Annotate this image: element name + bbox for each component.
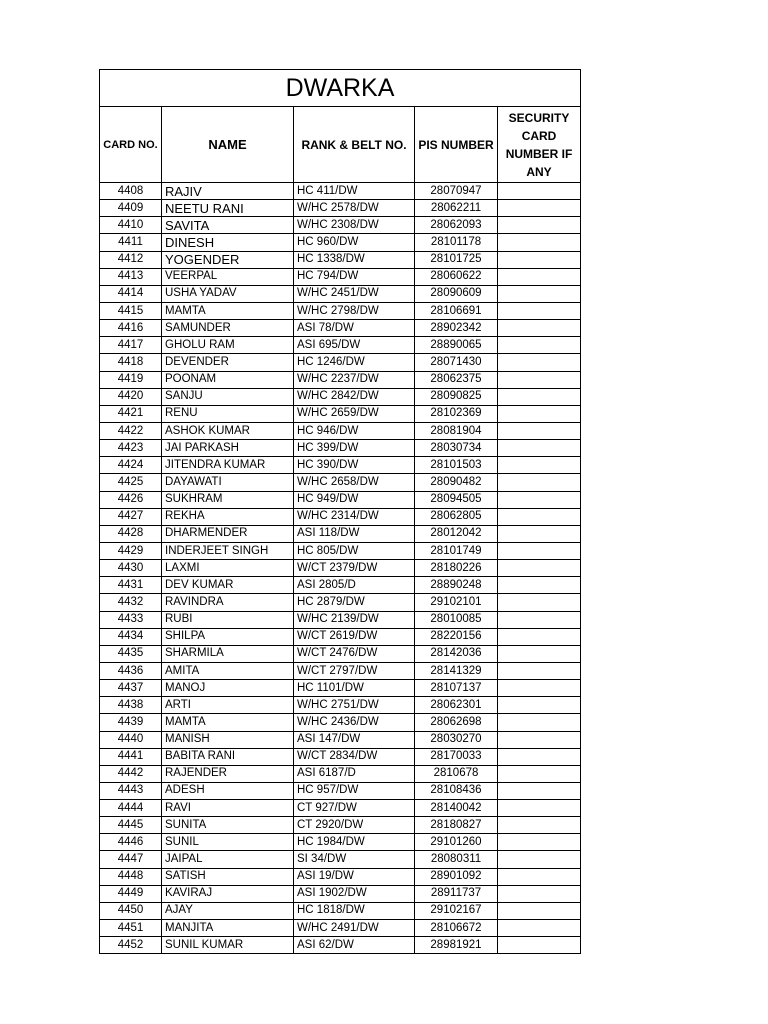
table-row <box>100 577 581 594</box>
security-card-cell <box>498 337 581 354</box>
pis-number-cell: 28901092 <box>415 868 498 885</box>
table-row <box>100 662 581 679</box>
table-row <box>100 542 581 559</box>
pis-number-cell: 28030270 <box>415 731 498 748</box>
pis-number-cell: 28140042 <box>415 800 498 817</box>
rank-belt-cell: HC 949/DW <box>294 491 415 508</box>
name-cell: SUNIL <box>162 834 294 851</box>
card-no-cell: 4443 <box>100 782 162 799</box>
card-no-cell: 4450 <box>100 902 162 919</box>
name-cell: RAJENDER <box>162 765 294 782</box>
card-no-cell: 4415 <box>100 302 162 319</box>
table-row <box>100 560 581 577</box>
pis-number-cell: 28911737 <box>415 885 498 902</box>
pis-number-cell: 28170033 <box>415 748 498 765</box>
dwarka-roster-sheet <box>99 69 580 954</box>
security-card-cell <box>498 697 581 714</box>
table-row <box>100 234 581 251</box>
card-no-cell: 4444 <box>100 800 162 817</box>
security-card-cell <box>498 474 581 491</box>
pis-number-cell: 28101178 <box>415 234 498 251</box>
pis-number-cell: 28890248 <box>415 577 498 594</box>
table-row <box>100 800 581 817</box>
pis-number-cell: 2810678 <box>415 765 498 782</box>
pis-number-cell: 28180827 <box>415 817 498 834</box>
rank-belt-cell: HC 390/DW <box>294 457 415 474</box>
rank-belt-cell: CT 927/DW <box>294 800 415 817</box>
name-cell: REKHA <box>162 508 294 525</box>
security-card-cell <box>498 508 581 525</box>
rank-belt-cell: W/HC 2798/DW <box>294 302 415 319</box>
pis-number-cell: 28101725 <box>415 251 498 268</box>
card-no-cell: 4446 <box>100 834 162 851</box>
security-card-cell <box>498 851 581 868</box>
security-card-cell <box>498 714 581 731</box>
card-no-cell: 4424 <box>100 457 162 474</box>
table-row <box>100 765 581 782</box>
pis-number-cell: 28141329 <box>415 662 498 679</box>
name-cell: SUNIL KUMAR <box>162 937 294 954</box>
security-card-cell <box>498 645 581 662</box>
pis-number-cell: 28890065 <box>415 337 498 354</box>
pis-number-cell: 28071430 <box>415 354 498 371</box>
name-cell: SHILPA <box>162 628 294 645</box>
name-cell: MAMTA <box>162 302 294 319</box>
pis-number-cell: 28010085 <box>415 611 498 628</box>
table-row <box>100 354 581 371</box>
card-no-cell: 4432 <box>100 594 162 611</box>
sheet-title: DWARKA <box>100 70 581 107</box>
pis-number-cell: 28090609 <box>415 285 498 302</box>
rank-belt-cell: HC 411/DW <box>294 183 415 200</box>
security-card-cell <box>498 320 581 337</box>
rank-belt-cell: W/CT 2797/DW <box>294 662 415 679</box>
table-row <box>100 525 581 542</box>
card-no-cell: 4435 <box>100 645 162 662</box>
security-card-cell <box>498 765 581 782</box>
table-row <box>100 337 581 354</box>
security-card-cell <box>498 388 581 405</box>
rank-belt-cell: W/HC 2436/DW <box>294 714 415 731</box>
security-card-cell <box>498 302 581 319</box>
security-card-cell <box>498 440 581 457</box>
rank-belt-cell: W/HC 2308/DW <box>294 217 415 234</box>
security-card-cell <box>498 268 581 285</box>
name-cell: AMITA <box>162 662 294 679</box>
card-no-cell: 4439 <box>100 714 162 731</box>
security-card-cell <box>498 371 581 388</box>
rank-belt-cell: HC 1818/DW <box>294 902 415 919</box>
rank-belt-cell: W/HC 2314/DW <box>294 508 415 525</box>
security-card-cell <box>498 782 581 799</box>
pis-number-cell: 28062093 <box>415 217 498 234</box>
security-card-cell <box>498 234 581 251</box>
rank-belt-cell: ASI 2805/D <box>294 577 415 594</box>
table-row <box>100 748 581 765</box>
card-no-cell: 4417 <box>100 337 162 354</box>
roster-table <box>99 69 581 954</box>
card-no-cell: 4449 <box>100 885 162 902</box>
security-card-cell <box>498 628 581 645</box>
security-card-cell <box>498 491 581 508</box>
pis-number-cell: 29102101 <box>415 594 498 611</box>
table-row <box>100 183 581 200</box>
table-row <box>100 200 581 217</box>
table-row <box>100 937 581 954</box>
security-card-cell <box>498 817 581 834</box>
table-row <box>100 834 581 851</box>
security-card-cell <box>498 902 581 919</box>
name-cell: SHARMILA <box>162 645 294 662</box>
security-card-cell <box>498 748 581 765</box>
card-no-cell: 4414 <box>100 285 162 302</box>
security-card-cell <box>498 611 581 628</box>
card-no-cell: 4436 <box>100 662 162 679</box>
table-row <box>100 320 581 337</box>
pis-number-cell: 28142036 <box>415 645 498 662</box>
table-row <box>100 268 581 285</box>
rank-belt-cell: W/CT 2379/DW <box>294 560 415 577</box>
rank-belt-cell: HC 1246/DW <box>294 354 415 371</box>
rank-belt-cell: ASI 62/DW <box>294 937 415 954</box>
security-card-cell <box>498 680 581 697</box>
rank-belt-cell: ASI 118/DW <box>294 525 415 542</box>
header-name: NAME <box>162 107 294 183</box>
card-no-cell: 4429 <box>100 542 162 559</box>
rank-belt-cell: CT 2920/DW <box>294 817 415 834</box>
security-card-cell <box>498 354 581 371</box>
card-no-cell: 4451 <box>100 920 162 937</box>
table-row <box>100 920 581 937</box>
table-row <box>100 628 581 645</box>
header-security-card: SECURITY CARD NUMBER IF ANY <box>498 107 581 183</box>
table-row <box>100 422 581 439</box>
name-cell: ASHOK KUMAR <box>162 422 294 439</box>
pis-number-cell: 28060622 <box>415 268 498 285</box>
security-card-cell <box>498 868 581 885</box>
rank-belt-cell: W/HC 2451/DW <box>294 285 415 302</box>
rank-belt-cell: HC 805/DW <box>294 542 415 559</box>
security-card-cell <box>498 834 581 851</box>
table-row <box>100 611 581 628</box>
rank-belt-cell: HC 1338/DW <box>294 251 415 268</box>
name-cell: SAMUNDER <box>162 320 294 337</box>
security-card-cell <box>498 731 581 748</box>
table-row <box>100 371 581 388</box>
card-no-cell: 4445 <box>100 817 162 834</box>
card-no-cell: 4441 <box>100 748 162 765</box>
name-cell: GHOLU RAM <box>162 337 294 354</box>
name-cell: NEETU RANI <box>162 200 294 217</box>
card-no-cell: 4433 <box>100 611 162 628</box>
card-no-cell: 4425 <box>100 474 162 491</box>
name-cell: JITENDRA KUMAR <box>162 457 294 474</box>
pis-number-cell: 28012042 <box>415 525 498 542</box>
header-pis-number: PIS NUMBER <box>415 107 498 183</box>
table-row <box>100 817 581 834</box>
name-cell: SUKHRAM <box>162 491 294 508</box>
pis-number-cell: 28220156 <box>415 628 498 645</box>
rank-belt-cell: HC 1101/DW <box>294 680 415 697</box>
card-no-cell: 4442 <box>100 765 162 782</box>
pis-number-cell: 28070947 <box>415 183 498 200</box>
card-no-cell: 4437 <box>100 680 162 697</box>
table-row <box>100 508 581 525</box>
table-row <box>100 285 581 302</box>
table-row <box>100 217 581 234</box>
rank-belt-cell: ASI 1902/DW <box>294 885 415 902</box>
rank-belt-cell: W/CT 2476/DW <box>294 645 415 662</box>
name-cell: RUBI <box>162 611 294 628</box>
pis-number-cell: 29101260 <box>415 834 498 851</box>
card-no-cell: 4421 <box>100 405 162 422</box>
card-no-cell: 4409 <box>100 200 162 217</box>
header-card-no: CARD NO. <box>100 107 162 183</box>
card-no-cell: 4422 <box>100 422 162 439</box>
card-no-cell: 4418 <box>100 354 162 371</box>
table-row <box>100 868 581 885</box>
table-row <box>100 388 581 405</box>
card-no-cell: 4413 <box>100 268 162 285</box>
rank-belt-cell: W/HC 2578/DW <box>294 200 415 217</box>
name-cell: DEV KUMAR <box>162 577 294 594</box>
rank-belt-cell: ASI 19/DW <box>294 868 415 885</box>
card-no-cell: 4427 <box>100 508 162 525</box>
rank-belt-cell: HC 946/DW <box>294 422 415 439</box>
pis-number-cell: 28090825 <box>415 388 498 405</box>
pis-number-cell: 28062211 <box>415 200 498 217</box>
name-cell: MANISH <box>162 731 294 748</box>
rank-belt-cell: HC 1984/DW <box>294 834 415 851</box>
table-row <box>100 885 581 902</box>
pis-number-cell: 28094505 <box>415 491 498 508</box>
table-row <box>100 251 581 268</box>
table-row <box>100 645 581 662</box>
card-no-cell: 4426 <box>100 491 162 508</box>
name-cell: ARTI <box>162 697 294 714</box>
rank-belt-cell: ASI 6187/D <box>294 765 415 782</box>
name-cell: DHARMENDER <box>162 525 294 542</box>
name-cell: YOGENDER <box>162 251 294 268</box>
card-no-cell: 4428 <box>100 525 162 542</box>
header-row <box>100 107 581 183</box>
pis-number-cell: 28107137 <box>415 680 498 697</box>
name-cell: JAIPAL <box>162 851 294 868</box>
security-card-cell <box>498 577 581 594</box>
name-cell: KAVIRAJ <box>162 885 294 902</box>
name-cell: POONAM <box>162 371 294 388</box>
table-row <box>100 405 581 422</box>
rank-belt-cell: HC 2879/DW <box>294 594 415 611</box>
card-no-cell: 4408 <box>100 183 162 200</box>
security-card-cell <box>498 457 581 474</box>
name-cell: USHA YADAV <box>162 285 294 302</box>
pis-number-cell: 29102167 <box>415 902 498 919</box>
card-no-cell: 4438 <box>100 697 162 714</box>
name-cell: DEVENDER <box>162 354 294 371</box>
table-row <box>100 457 581 474</box>
pis-number-cell: 28106672 <box>415 920 498 937</box>
table-row <box>100 680 581 697</box>
rank-belt-cell: ASI 78/DW <box>294 320 415 337</box>
roster-body <box>100 183 581 954</box>
table-row <box>100 902 581 919</box>
rank-belt-cell: W/HC 2491/DW <box>294 920 415 937</box>
card-no-cell: 4440 <box>100 731 162 748</box>
card-no-cell: 4448 <box>100 868 162 885</box>
security-card-cell <box>498 542 581 559</box>
security-card-cell <box>498 285 581 302</box>
header-rank-belt: RANK & BELT NO. <box>294 107 415 183</box>
card-no-cell: 4430 <box>100 560 162 577</box>
pis-number-cell: 28902342 <box>415 320 498 337</box>
name-cell: RAVINDRA <box>162 594 294 611</box>
rank-belt-cell: W/HC 2237/DW <box>294 371 415 388</box>
rank-belt-cell: ASI 695/DW <box>294 337 415 354</box>
security-card-cell <box>498 560 581 577</box>
name-cell: BABITA RANI <box>162 748 294 765</box>
security-card-cell <box>498 662 581 679</box>
rank-belt-cell: HC 957/DW <box>294 782 415 799</box>
name-cell: SAVITA <box>162 217 294 234</box>
rank-belt-cell: W/HC 2139/DW <box>294 611 415 628</box>
card-no-cell: 4420 <box>100 388 162 405</box>
security-card-cell <box>498 251 581 268</box>
rank-belt-cell: SI 34/DW <box>294 851 415 868</box>
card-no-cell: 4416 <box>100 320 162 337</box>
table-row <box>100 491 581 508</box>
name-cell: RAJIV <box>162 183 294 200</box>
table-row <box>100 302 581 319</box>
pis-number-cell: 28101749 <box>415 542 498 559</box>
security-card-cell <box>498 525 581 542</box>
pis-number-cell: 28106691 <box>415 302 498 319</box>
rank-belt-cell: HC 399/DW <box>294 440 415 457</box>
name-cell: MAMTA <box>162 714 294 731</box>
name-cell: AJAY <box>162 902 294 919</box>
name-cell: MANOJ <box>162 680 294 697</box>
pis-number-cell: 28062805 <box>415 508 498 525</box>
security-card-cell <box>498 920 581 937</box>
name-cell: RAVI <box>162 800 294 817</box>
security-card-cell <box>498 405 581 422</box>
rank-belt-cell: W/HC 2659/DW <box>294 405 415 422</box>
card-no-cell: 4411 <box>100 234 162 251</box>
rank-belt-cell: W/HC 2658/DW <box>294 474 415 491</box>
rank-belt-cell: HC 794/DW <box>294 268 415 285</box>
name-cell: VEERPAL <box>162 268 294 285</box>
pis-number-cell: 28981921 <box>415 937 498 954</box>
rank-belt-cell: HC 960/DW <box>294 234 415 251</box>
card-no-cell: 4431 <box>100 577 162 594</box>
security-card-cell <box>498 183 581 200</box>
security-card-cell <box>498 594 581 611</box>
card-no-cell: 4412 <box>100 251 162 268</box>
table-row <box>100 594 581 611</box>
name-cell: SANJU <box>162 388 294 405</box>
name-cell: DINESH <box>162 234 294 251</box>
pis-number-cell: 28080311 <box>415 851 498 868</box>
name-cell: MANJITA <box>162 920 294 937</box>
pis-number-cell: 28102369 <box>415 405 498 422</box>
table-row <box>100 697 581 714</box>
security-card-cell <box>498 937 581 954</box>
table-row <box>100 782 581 799</box>
security-card-cell <box>498 885 581 902</box>
card-no-cell: 4423 <box>100 440 162 457</box>
pis-number-cell: 28062301 <box>415 697 498 714</box>
name-cell: INDERJEET SINGH <box>162 542 294 559</box>
security-card-cell <box>498 800 581 817</box>
table-row <box>100 714 581 731</box>
card-no-cell: 4410 <box>100 217 162 234</box>
rank-belt-cell: ASI 147/DW <box>294 731 415 748</box>
table-row <box>100 474 581 491</box>
security-card-cell <box>498 217 581 234</box>
table-row <box>100 440 581 457</box>
rank-belt-cell: W/CT 2834/DW <box>294 748 415 765</box>
name-cell: SUNITA <box>162 817 294 834</box>
table-row <box>100 851 581 868</box>
name-cell: LAXMI <box>162 560 294 577</box>
card-no-cell: 4419 <box>100 371 162 388</box>
name-cell: SATISH <box>162 868 294 885</box>
card-no-cell: 4447 <box>100 851 162 868</box>
name-cell: RENU <box>162 405 294 422</box>
rank-belt-cell: W/HC 2842/DW <box>294 388 415 405</box>
name-cell: DAYAWATI <box>162 474 294 491</box>
pis-number-cell: 28030734 <box>415 440 498 457</box>
security-card-cell <box>498 422 581 439</box>
pis-number-cell: 28180226 <box>415 560 498 577</box>
pis-number-cell: 28108436 <box>415 782 498 799</box>
pis-number-cell: 28062698 <box>415 714 498 731</box>
card-no-cell: 4434 <box>100 628 162 645</box>
pis-number-cell: 28081904 <box>415 422 498 439</box>
table-row <box>100 731 581 748</box>
rank-belt-cell: W/HC 2751/DW <box>294 697 415 714</box>
rank-belt-cell: W/CT 2619/DW <box>294 628 415 645</box>
name-cell: JAI PARKASH <box>162 440 294 457</box>
pis-number-cell: 28090482 <box>415 474 498 491</box>
security-card-cell <box>498 200 581 217</box>
pis-number-cell: 28062375 <box>415 371 498 388</box>
pis-number-cell: 28101503 <box>415 457 498 474</box>
card-no-cell: 4452 <box>100 937 162 954</box>
name-cell: ADESH <box>162 782 294 799</box>
